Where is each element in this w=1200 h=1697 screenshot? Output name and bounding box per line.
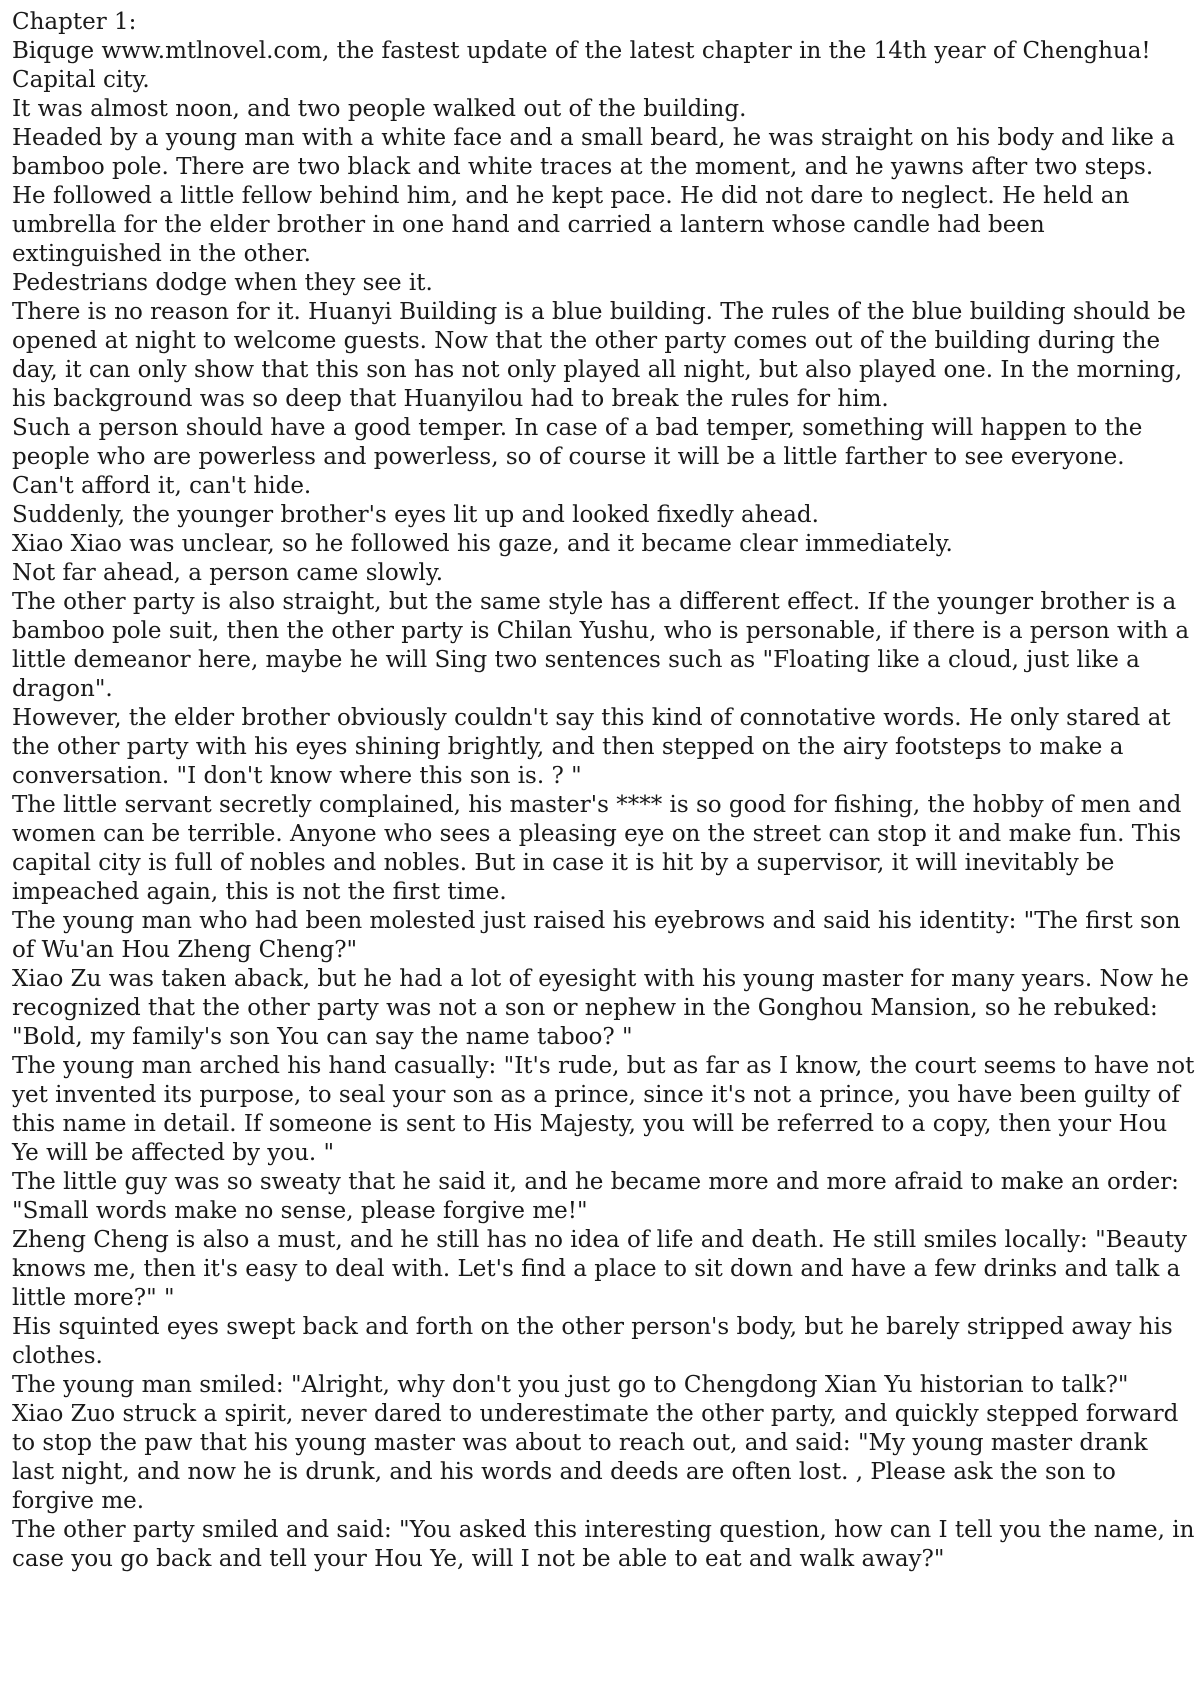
paragraph: Xiao Zuo struck a spirit, never dared to underestimate the other party, and quickly stepped forward to stop the paw that his young master was about to reach out, and said: "My young master drank last night, and now he is drunk, and his words and deeds are often lost. , Please ask the son to forgive me. xyxy=(12,1401,1179,1514)
paragraph: The young man smiled: "Alright, why don't you just go to Chengdong Xian Yu historian to talk?" xyxy=(12,1372,1129,1398)
paragraph: The other party smiled and said: "You asked this interesting question, how can I tell you the name, in case you go back and tell your Hou Ye, will I not be able to eat and walk away?" xyxy=(12,1517,1195,1572)
paragraph: The young man arched his hand casually: "It's rude, but as far as I know, the court seems to have not yet invented its purpose, to seal your son as a prince, since it's not a prince, you have been guilty of this name in detail. If someone is sent to His Majesty, you will be referred to a copy, then your Hou Ye will be affected by you. " xyxy=(12,1053,1195,1166)
paragraph: The little guy was so sweaty that he said it, and he became more and more afraid to make an order: "Small words make no sense, please forgive me!" xyxy=(12,1169,1179,1224)
chapter-text xyxy=(12,8,1195,1574)
paragraph: His squinted eyes swept back and forth on the other person's body, but he barely stripped away his clothes. xyxy=(12,1314,1173,1369)
paragraph: Such a person should have a good temper. In case of a bad temper, something will happen to the people who are powerless and powerless, so of course it will be a little farther to see everyone. xyxy=(12,415,1143,470)
paragraph: He followed a little fellow behind him, and he kept pace. He did not dare to neglect. He held an umbrella for the elder brother in one hand and carried a lantern whose candle had been extinguished in the other. xyxy=(12,183,1130,267)
paragraph: It was almost noon, and two people walked out of the building. xyxy=(12,96,747,122)
paragraph: Xiao Zu was taken aback, but he had a lot of eyesight with his young master for many years. Now he recognized that the other party was not a son or nephew in the Gonghou Mansion, so he rebuked: "Bold, my family's son You can say the name taboo? " xyxy=(12,966,1189,1050)
paragraph: The little servant secretly complained, his master's **** is so good for fishing, the hobby of men and women can be terrible. Anyone who sees a pleasing eye on the street can stop it and make fun. This capital city is full of nobles and nobles. But in case it is hit by a supervisor, it will inevitably be impeached again, this is not the first time. xyxy=(12,792,1182,905)
paragraph: However, the elder brother obviously couldn't say this kind of connotative words. He only stared at the other party with his eyes shining brightly, and then stepped on the airy footsteps to make a conversation. "I don't know where this son is. ? " xyxy=(12,705,1171,789)
chapter-heading: Chapter 1: xyxy=(12,9,137,35)
paragraph: Suddenly, the younger brother's eyes lit up and looked fixedly ahead. xyxy=(12,502,819,528)
paragraph: There is no reason for it. Huanyi Building is a blue building. The rules of the blue building should be opened at night to welcome guests. Now that the other party comes out of the building during the day, it can only show that this son has not only played all night, but also played one. In the morning, his background was so deep that Huanyilou had to break the rules for him. xyxy=(12,299,1186,412)
paragraph: Headed by a young man with a white face and a small beard, he was straight on his body and like a bamboo pole. There are two black and white traces at the moment, and he yawns after two steps. xyxy=(12,125,1175,180)
paragraph: The young man who had been molested just raised his eyebrows and said his identity: "The first son of Wu'an Hou Zheng Cheng?" xyxy=(12,908,1181,963)
paragraph: Pedestrians dodge when they see it. xyxy=(12,270,433,296)
paragraph: Can't afford it, can't hide. xyxy=(12,473,312,499)
paragraph: Zheng Cheng is also a must, and he still has no idea of life and death. He still smiles locally: "Beauty knows me, then it's easy to deal with. Let's find a place to sit down and have a few drinks and talk a little more?" " xyxy=(12,1227,1187,1311)
paragraph: The other party is also straight, but the same style has a different effect. If the younger brother is a bamboo pole suit, then the other party is Chilan Yushu, who is personable, if there is a person with a little demeanor here, maybe he will Sing two sentences such as "Floating like a cloud, just like a dragon". xyxy=(12,589,1190,702)
paragraph: Biquge www.mtlnovel.com, the fastest update of the latest chapter in the 14th year of Chenghua! xyxy=(12,38,1151,64)
paragraph: Capital city. xyxy=(12,67,150,93)
paragraph: Not far ahead, a person came slowly. xyxy=(12,560,444,586)
paragraph: Xiao Xiao was unclear, so he followed his gaze, and it became clear immediately. xyxy=(12,531,953,557)
